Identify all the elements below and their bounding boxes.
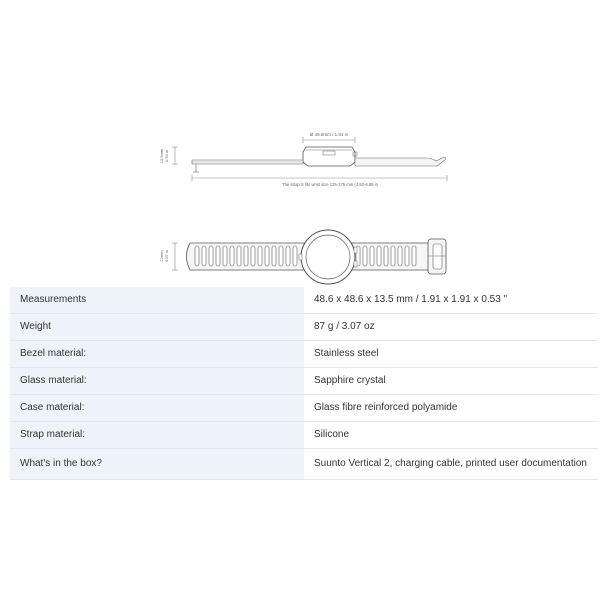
table-row — [10, 422, 598, 449]
diameter-label: Ø 48.6mm / 1.91 in — [309, 132, 349, 137]
spec-value: Glass fibre reinforced polyamide — [304, 395, 598, 422]
spec-label: What's in the box? — [10, 449, 304, 480]
spec-value: Suunto Vertical 2, charging cable, printed user documentation — [304, 449, 598, 480]
table-row — [10, 368, 598, 395]
spec-value: Sapphire crystal — [304, 368, 598, 395]
specifications-table — [10, 287, 598, 480]
spec-label: Weight — [10, 314, 304, 341]
spec-label: Strap material: — [10, 422, 304, 449]
spec-value: 87 g / 3.07 oz — [304, 314, 598, 341]
table-row — [10, 314, 598, 341]
spec-value: Silicone — [304, 422, 598, 449]
spec-label: Bezel material: — [10, 341, 304, 368]
watch-side-view — [159, 132, 447, 187]
table-row — [10, 287, 598, 314]
table-row — [10, 395, 598, 422]
spec-label: Case material: — [10, 395, 304, 422]
strap-fit-label: The strap S fits wrist size 125-175 mm (4.92-6.89 in — [282, 182, 378, 187]
spec-label: Glass material: — [10, 368, 304, 395]
watch-top-view — [159, 230, 446, 284]
width-label-mm: 22mm — [159, 250, 164, 262]
thickness-label-mm: 13.5mm — [159, 148, 164, 164]
thickness-label-in: 0.53 in — [164, 149, 169, 163]
table-row — [10, 449, 598, 480]
table-row — [10, 341, 598, 368]
spec-value: Stainless steel — [304, 341, 598, 368]
width-label-in: 0.87 in — [164, 249, 169, 263]
spec-label: Measurements — [10, 287, 304, 314]
spec-value: 48.6 x 48.6 x 13.5 mm / 1.91 x 1.91 x 0.53 " — [304, 287, 598, 314]
watch-dimension-diagram — [0, 0, 608, 285]
